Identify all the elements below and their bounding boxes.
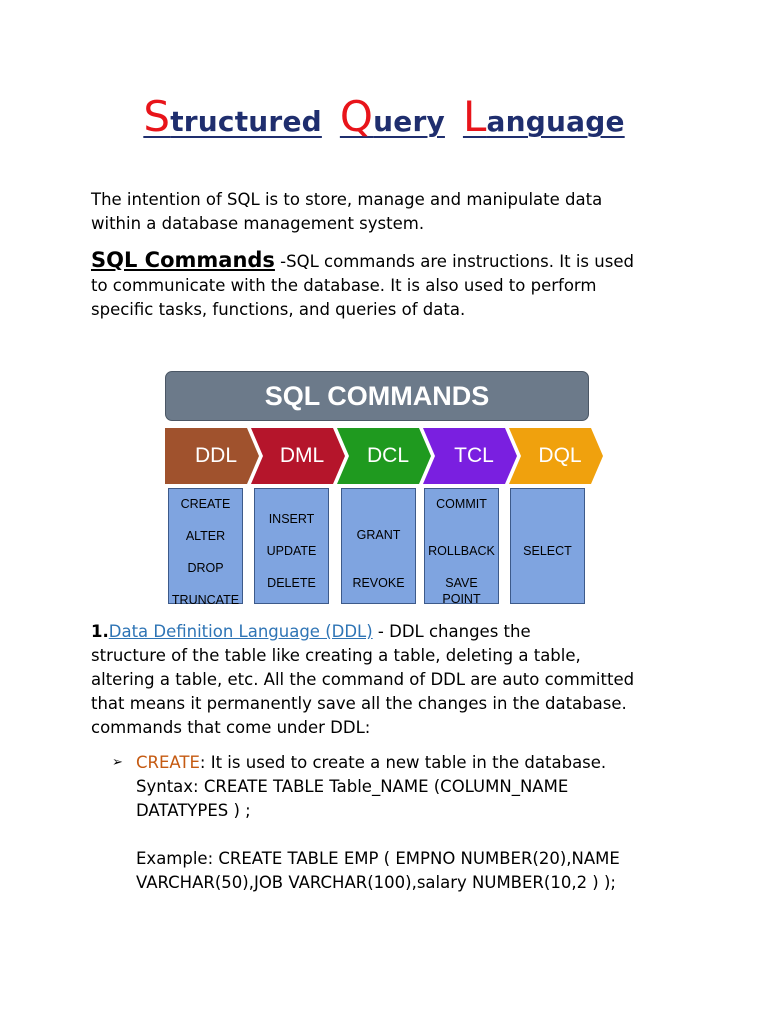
title-initial-q: Q: [339, 92, 374, 141]
create-description: : It is used to create a new table in the database.: [199, 753, 607, 772]
example-line: VARCHAR(50),JOB VARCHAR(100),salary NUMBER(10,2 ) );: [136, 873, 616, 892]
command-item: GRANT: [356, 528, 401, 542]
category-label: DCL: [366, 444, 409, 467]
category-label: DDL: [194, 444, 237, 467]
syntax-line: DATATYPES ) ;: [136, 801, 251, 820]
command-item: REVOKE: [352, 576, 405, 590]
category-label: TCL: [454, 444, 494, 467]
section-number: 1.: [91, 622, 109, 641]
intro-line: The intention of SQL is to store, manage and manipulate data: [91, 190, 603, 209]
sql-commands-line: specific tasks, functions, and queries of data.: [91, 300, 466, 319]
syntax-line: Syntax: CREATE TABLE Table_NAME (COLUMN_NAME: [136, 777, 569, 796]
command-box-dcl: [341, 488, 416, 604]
command-item: ROLLBACK: [428, 544, 495, 558]
create-description-line: [136, 751, 672, 775]
command-item: TRUNCATE: [171, 593, 240, 607]
arrow-bullet-icon: ➢: [112, 755, 123, 770]
ddl-link[interactable]: Data Definition Language (DDL): [108, 622, 373, 641]
sql-commands-heading: SQL Commands: [91, 248, 275, 272]
intro-paragraph: [91, 188, 691, 236]
title-word-structured: tructured: [170, 105, 322, 138]
command-box-ddl: [168, 488, 243, 607]
command-item: DELETE: [267, 576, 316, 590]
ddl-line: that means it permanently save all the changes in the database.: [91, 694, 627, 713]
title-word-query: uery: [373, 105, 445, 138]
command-item: INSERT: [268, 512, 315, 526]
title-word-language: anguage: [486, 105, 625, 138]
ddl-first-line: [91, 620, 681, 644]
command-item: DROP: [187, 561, 224, 575]
ddl-paragraph: [91, 620, 681, 740]
example-line: Example: CREATE TABLE EMP ( EMPNO NUMBER(20),NAME: [136, 849, 620, 868]
command-item: ALTER: [185, 529, 226, 543]
ddl-text: - DDL changes the: [372, 622, 531, 641]
sql-commands-text: -SQL commands are instructions. It is used: [274, 252, 634, 271]
command-item: SAVE: [445, 576, 478, 590]
ddl-line: altering a table, etc. All the command of DDL are auto committed: [91, 670, 635, 689]
category-arrow-tcl: [423, 428, 517, 484]
command-box-tcl: [424, 488, 499, 604]
ddl-line: structure of the table like creating a table, deleting a table,: [91, 646, 581, 665]
sql-commands-paragraph: [91, 248, 691, 322]
sql-commands-first-line: [91, 248, 691, 274]
intro-line: within a database management system.: [91, 214, 425, 233]
category-arrow-dcl: [337, 428, 431, 484]
command-item: COMMIT: [436, 497, 487, 511]
command-box-dml: [254, 488, 329, 604]
command-item: SELECT: [523, 544, 572, 558]
title-initial-s: S: [143, 92, 171, 141]
page-title: [0, 92, 768, 141]
create-bullet-text: [136, 751, 672, 895]
sql-commands-line: to communicate with the database. It is also used to perform: [91, 276, 597, 295]
command-item: CREATE: [180, 497, 231, 511]
command-box-dql: [510, 488, 585, 604]
category-arrow-dql: [509, 428, 603, 484]
command-item: UPDATE: [266, 544, 317, 558]
category-arrow-ddl: [165, 428, 259, 484]
category-label: DQL: [538, 444, 582, 467]
title-initial-l: L: [462, 92, 487, 141]
ddl-line: commands that come under DDL:: [91, 718, 371, 737]
category-label: DML: [279, 444, 325, 467]
command-item: POINT: [442, 592, 481, 606]
sql-commands-banner: SQL COMMANDS: [165, 371, 589, 421]
blank-line: [136, 823, 672, 847]
create-keyword: CREATE: [136, 753, 200, 772]
category-arrow-dml: [251, 428, 345, 484]
